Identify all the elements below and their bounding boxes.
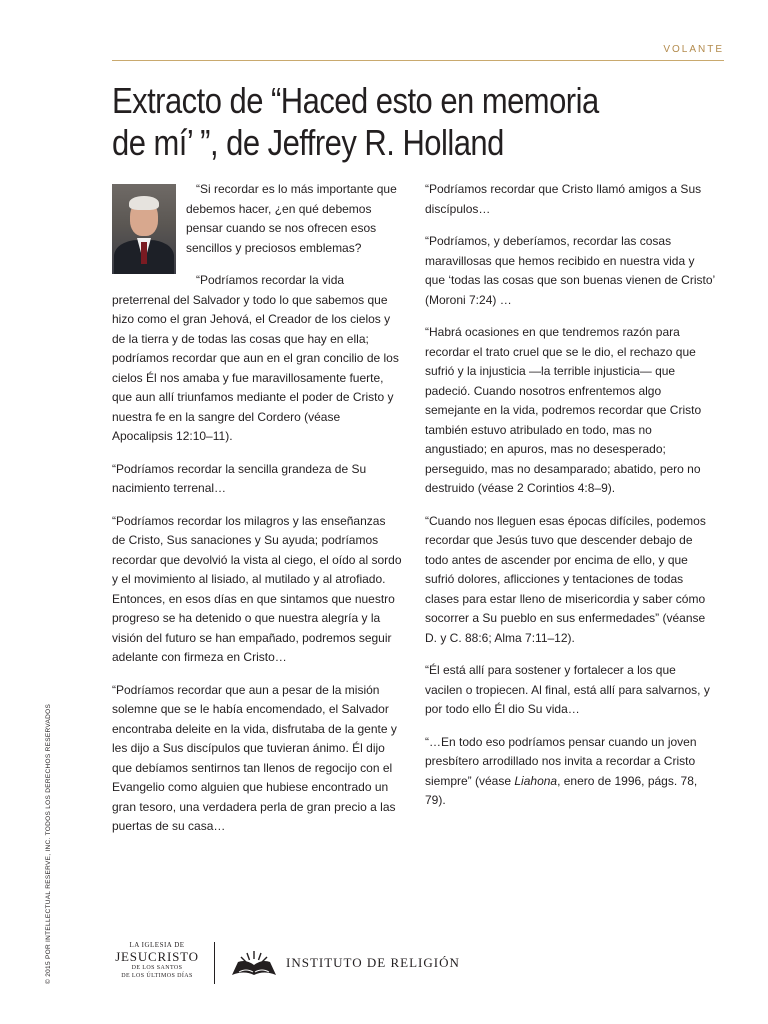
footer-divider: [214, 942, 215, 984]
church-logo-line-2: JESUCRISTO: [115, 949, 199, 964]
author-portrait: [112, 184, 176, 274]
paragraph-citation: [425, 733, 715, 811]
church-logo-line-3: DE LOS SANTOS: [131, 965, 183, 971]
paragraph: “Podríamos, y deberíamos, recordar las cosas maravillosas que hemos recibido en nuestra vida y que ‘todas las cosas que son buenas vienen de Cristo’ (Moroni 7:24) …: [425, 234, 715, 307]
title-line-1: Extracto de “Haced esto en memoria: [112, 80, 599, 121]
institute-name: INSTITUTO DE RELIGIÓN: [286, 955, 460, 970]
open-book-sunrise-icon: [230, 948, 278, 978]
paragraph: “Podríamos recordar que aun a pesar de la misión solemne que se le había encomendado, el Salvador encontraba deleite en la vida, disfrutaba de la gente y les dijo a Sus discípulos que tuvieran ánimo. Él dijo que debíamos sentirnos tan llenos de regocijo con el Evangelio como alguien que hubiese encontrado un gran tesoro, una verdadera perla de gran precio a las puertas de su casa…: [112, 682, 397, 833]
church-logo-line-1: LA IGLESIA DE: [129, 941, 185, 949]
church-logo: [112, 940, 202, 980]
title-line-2: de mí’ ”, de Jeffrey R. Holland: [112, 122, 504, 163]
paragraph: “Podríamos recordar la sencilla grandeza de Su nacimiento terrenal…: [112, 461, 367, 495]
paragraph: “Habrá ocasiones en que tendremos razón para recordar el trato cruel que se le dio, el rechazo que sufrió y la injusticia —la terrible injusticia— que padeció. Cuando nosotros enfrentemos algo semejante en la vida, podremos recordar que Cristo también estuvo atribulado en todo, mas no angustiado; en apuros, mas no desesperado; perseguido, mas no desamparado; abatido, pero no destruido (véase 2 Corintios 4:8–9).: [425, 325, 702, 495]
citation-text-start: “…En todo eso podríamos pensar cuando un joven presbítero arrodillado nos invita a recordar a Cristo siempre” (véase: [425, 734, 697, 788]
citation-text-end: , enero de 1996, págs. 78, 79).: [425, 773, 698, 807]
page-title: [112, 80, 628, 164]
church-logo-line-4: DE LOS ÚLTIMOS DÍAS: [121, 973, 193, 979]
paragraph: “Cuando nos lleguen esas épocas difíciles, podemos recordar que Jesús tuvo que descender debajo de todo antes de ascender por encima de ello, y que sufrió dolores, aflicciones y tentaciones de todas clases para estar lleno de misericordia y saber cómo socorrer a Su pueblo en sus enfermedades” (véanse D. y C. 88:6; Alma 7:11–12).: [425, 513, 706, 645]
paragraph: “Podríamos recordar los milagros y las enseñanzas de Cristo, Sus sanaciones y Su ayuda; podríamos recordar que devolvió la vista al ciego, el oído al sordo y el movimiento al lisiado, al mutilado y al atrofiado. Entonces, en esos días en que sintamos que nuestro progreso se ha detenido o que nuestra alegría y la visión del futuro se han empañado, podremos seguir adelante con firmeza en Cristo…: [112, 513, 402, 664]
right-column: [425, 180, 715, 824]
left-column: [112, 180, 402, 850]
header-rule: [112, 60, 724, 61]
section-label: VOLANTE: [663, 44, 724, 55]
paragraph: “Si recordar es lo más importante que debemos hacer, ¿en qué debemos pensar cuando se nos ofrecen esos sencillos y preciosos emblemas?: [186, 182, 397, 255]
paragraph: “Él está allí para sostener y fortalecer a los que vacilen o tropiecen. Al final, está allí para salvarnos, y por todo ello Él dio Su vida…: [425, 663, 710, 716]
paragraph: “Podríamos recordar que Cristo llamó amigos a Sus discípulos…: [425, 182, 702, 216]
copyright-notice: © 2015 POR INTELLECTUAL RESERVE, INC. TODOS LOS DERECHOS RESERVADOS: [45, 703, 52, 984]
citation-publication: Liahona: [514, 773, 558, 788]
paragraph: “Podríamos recordar la vida preterrenal del Salvador y todo lo que sabemos que hizo como el gran Jehová, el Creador de los cielos y de la tierra y de todas las cosas que hay en ella; podríamos recordar que aun en el gran concilio de los cielos Él nos amaba y fue maravillosamente fuerte, que aun allí triunfamos mediante el poder de Cristo y nuestra fe en la sangre del Cordero (véase Apocalipsis 12:10–11).: [112, 273, 399, 443]
